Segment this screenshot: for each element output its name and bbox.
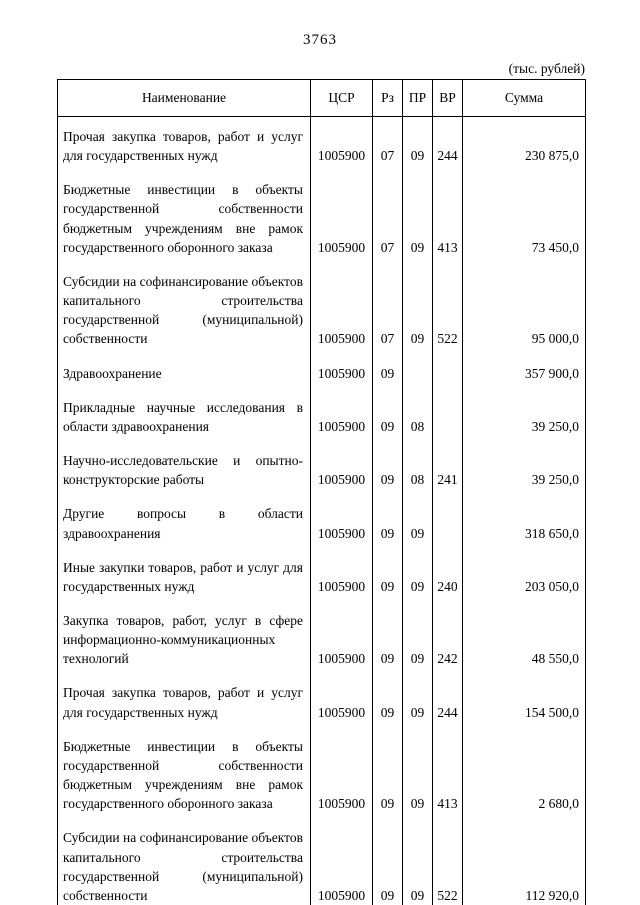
row-name: Прикладные научные исследования в области здравоохранения xyxy=(58,388,311,441)
col-header-csr: ЦСР xyxy=(311,80,373,117)
row-sum: 39 250,0 xyxy=(463,441,586,494)
row-vr: 240 xyxy=(433,548,463,601)
row-csr: 1005900 xyxy=(311,354,373,388)
row-rz: 09 xyxy=(373,494,403,547)
row-name: Закупка товаров, работ, услуг в сфере информационно-коммуникационных технологий xyxy=(58,601,311,673)
row-vr xyxy=(433,388,463,441)
row-rz: 07 xyxy=(373,117,403,171)
page-number: 3763 xyxy=(303,32,337,48)
row-sum: 318 650,0 xyxy=(463,494,586,547)
row-rz: 09 xyxy=(373,548,403,601)
row-rz: 09 xyxy=(373,818,403,905)
row-pr: 09 xyxy=(403,494,433,547)
row-rz: 09 xyxy=(373,601,403,673)
row-pr: 09 xyxy=(403,727,433,819)
units-note: (тыс. рублей) xyxy=(508,61,585,76)
col-header-sum: Сумма xyxy=(463,80,586,117)
row-sum: 112 920,0 xyxy=(463,818,586,905)
table-row xyxy=(58,354,586,388)
row-csr: 1005900 xyxy=(311,494,373,547)
budget-table xyxy=(57,79,586,905)
table-header-row xyxy=(58,80,586,117)
row-vr: 522 xyxy=(433,262,463,354)
row-vr: 244 xyxy=(433,673,463,726)
row-rz: 09 xyxy=(373,673,403,726)
row-sum: 203 050,0 xyxy=(463,548,586,601)
col-header-name: Наименование xyxy=(58,80,311,117)
table-row xyxy=(58,262,586,354)
col-header-rz: Рз xyxy=(373,80,403,117)
row-csr: 1005900 xyxy=(311,673,373,726)
row-name: Субсидии на софинансирование объектов капитального строительства государственной (муниципальной) собственности xyxy=(58,262,311,354)
row-csr: 1005900 xyxy=(311,388,373,441)
row-csr: 1005900 xyxy=(311,601,373,673)
table-row xyxy=(58,673,586,726)
table-row xyxy=(58,170,586,262)
row-pr: 09 xyxy=(403,673,433,726)
row-pr: 09 xyxy=(403,170,433,262)
row-sum: 2 680,0 xyxy=(463,727,586,819)
table-row xyxy=(58,441,586,494)
row-csr: 1005900 xyxy=(311,818,373,905)
row-pr xyxy=(403,354,433,388)
row-rz: 09 xyxy=(373,354,403,388)
row-csr: 1005900 xyxy=(311,170,373,262)
row-vr: 241 xyxy=(433,441,463,494)
row-rz: 07 xyxy=(373,170,403,262)
table-body xyxy=(58,117,586,905)
row-csr: 1005900 xyxy=(311,262,373,354)
row-vr xyxy=(433,354,463,388)
row-pr: 08 xyxy=(403,388,433,441)
row-sum: 154 500,0 xyxy=(463,673,586,726)
row-vr: 244 xyxy=(433,117,463,171)
row-pr: 09 xyxy=(403,818,433,905)
row-vr xyxy=(433,494,463,547)
table-row xyxy=(58,818,586,905)
row-name: Иные закупки товаров, работ и услуг для государственных нужд xyxy=(58,548,311,601)
table-row xyxy=(58,548,586,601)
table-row xyxy=(58,601,586,673)
row-csr: 1005900 xyxy=(311,117,373,171)
row-name: Научно-исследовательские и опытно-конструкторские работы xyxy=(58,441,311,494)
row-pr: 09 xyxy=(403,117,433,171)
row-name: Бюджетные инвестиции в объекты государственной собственности бюджетным учреждениям вне рамок государственного оборонного заказа xyxy=(58,727,311,819)
table-row xyxy=(58,388,586,441)
row-sum: 48 550,0 xyxy=(463,601,586,673)
row-pr: 09 xyxy=(403,601,433,673)
row-sum: 230 875,0 xyxy=(463,117,586,171)
col-header-pr: ПР xyxy=(403,80,433,117)
row-sum: 357 900,0 xyxy=(463,354,586,388)
row-name: Другие вопросы в области здравоохранения xyxy=(58,494,311,547)
table-row xyxy=(58,727,586,819)
row-pr: 08 xyxy=(403,441,433,494)
row-rz: 09 xyxy=(373,441,403,494)
col-header-vr: ВР xyxy=(433,80,463,117)
row-pr: 09 xyxy=(403,548,433,601)
row-name: Здравоохранение xyxy=(58,354,311,388)
row-sum: 39 250,0 xyxy=(463,388,586,441)
row-vr: 242 xyxy=(433,601,463,673)
row-sum: 95 000,0 xyxy=(463,262,586,354)
row-csr: 1005900 xyxy=(311,548,373,601)
row-name: Бюджетные инвестиции в объекты государственной собственности бюджетным учреждениям вне рамок государственного оборонного заказа xyxy=(58,170,311,262)
row-name: Прочая закупка товаров, работ и услуг для государственных нужд xyxy=(58,673,311,726)
table-row xyxy=(58,117,586,171)
row-vr: 413 xyxy=(433,727,463,819)
row-rz: 07 xyxy=(373,262,403,354)
row-pr: 09 xyxy=(403,262,433,354)
row-name: Прочая закупка товаров, работ и услуг для государственных нужд xyxy=(58,117,311,171)
row-csr: 1005900 xyxy=(311,441,373,494)
row-vr: 413 xyxy=(433,170,463,262)
row-name: Субсидии на софинансирование объектов капитального строительства государственной (муниципальной) собственности xyxy=(58,818,311,905)
row-rz: 09 xyxy=(373,727,403,819)
row-sum: 73 450,0 xyxy=(463,170,586,262)
row-vr: 522 xyxy=(433,818,463,905)
table-row xyxy=(58,494,586,547)
row-csr: 1005900 xyxy=(311,727,373,819)
row-rz: 09 xyxy=(373,388,403,441)
